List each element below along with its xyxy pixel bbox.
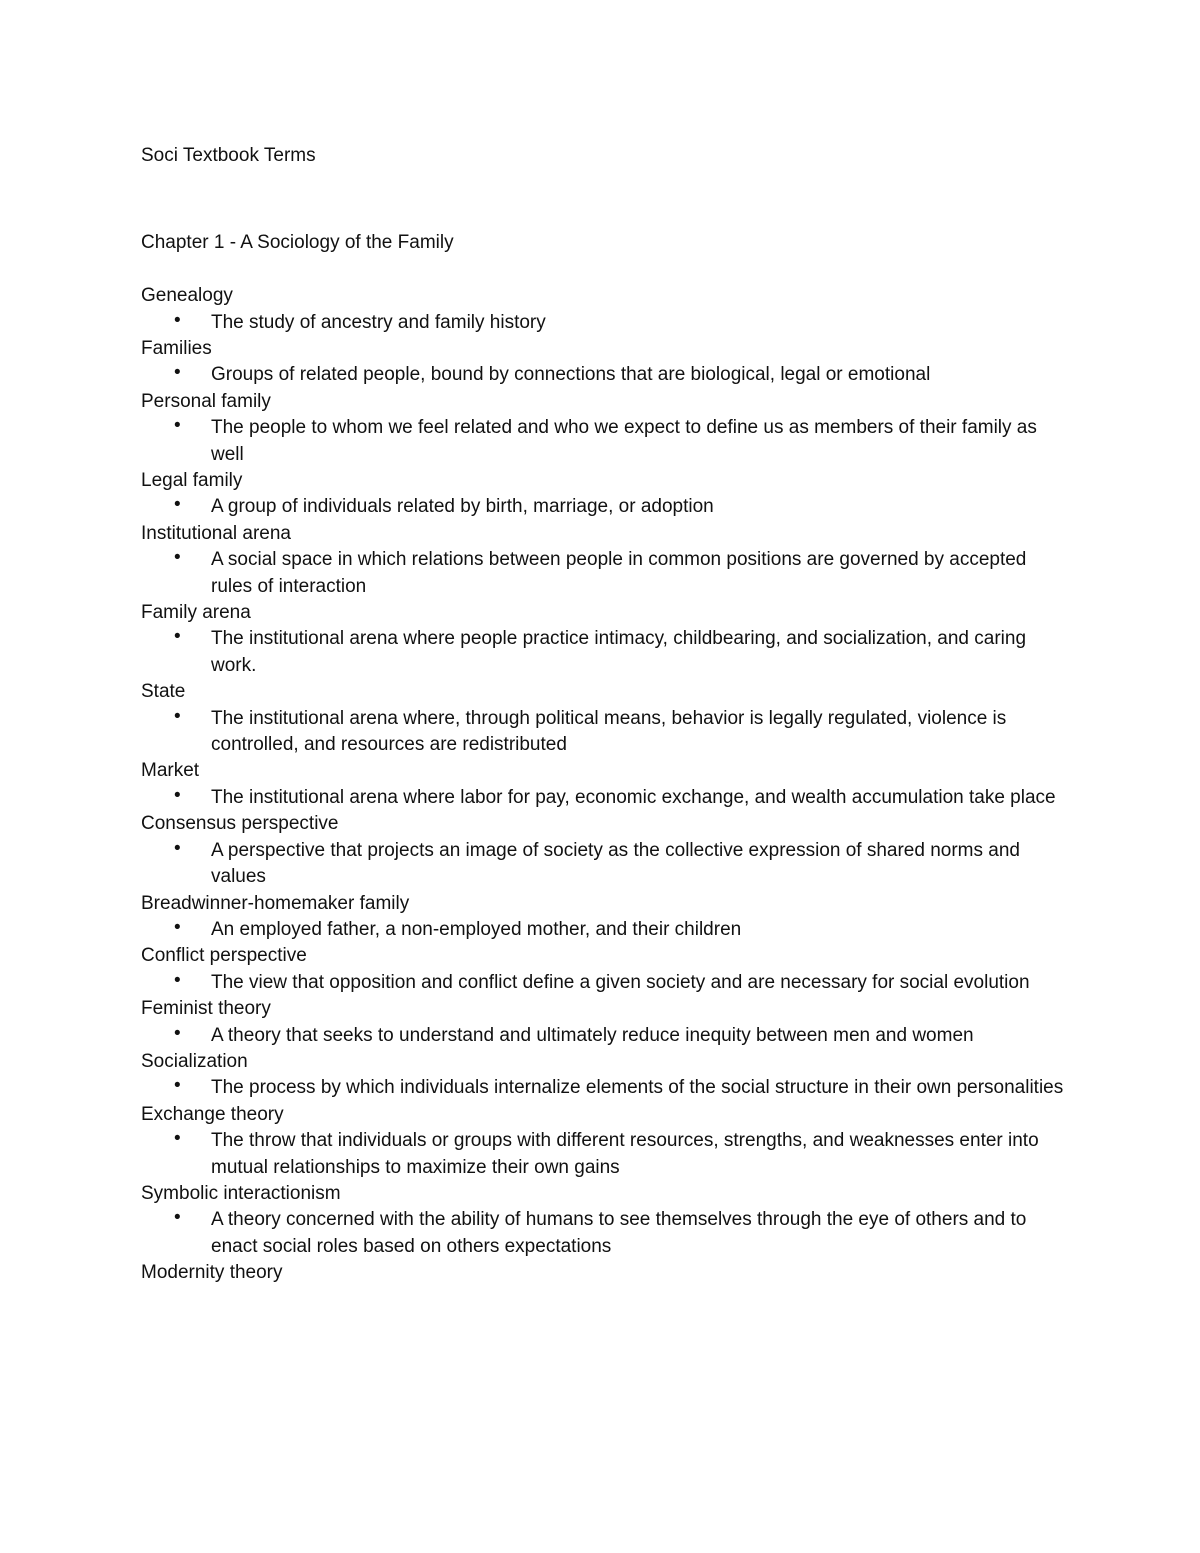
definition-item (141, 1207, 1071, 1260)
term-name: Families (141, 337, 212, 359)
bullet-icon: • (174, 415, 181, 437)
term-name: Family arena (141, 602, 251, 624)
glossary-entry (141, 389, 1071, 468)
glossary-entry (141, 600, 1071, 679)
bullet-icon: • (174, 309, 181, 331)
definition-text: A theory concerned with the ability of humans to see themselves through the eye of others and to enact social roles based on others expectations (211, 1209, 1027, 1257)
term-name: Institutional arena (141, 522, 291, 544)
chapter-title: Chapter 1 - A Sociology of the Family (141, 232, 454, 254)
term-name: Legal family (141, 470, 243, 492)
bullet-icon: • (174, 1075, 181, 1097)
bullet-icon: • (174, 837, 181, 859)
term-name: Socialization (141, 1050, 248, 1072)
definition-list (141, 1023, 1071, 1049)
term-name: Modernity theory (141, 1262, 283, 1284)
bullet-icon: • (174, 626, 181, 648)
definition-list (141, 362, 1071, 388)
definition-text: The throw that individuals or groups with different resources, strengths, and weaknesses enter into mutual relationships to maximize their own gains (211, 1130, 1039, 1178)
bullet-icon: • (174, 1022, 181, 1044)
bullet-icon: • (174, 547, 181, 569)
definition-item (141, 415, 1071, 468)
definition-item (141, 706, 1071, 759)
glossary-entry (141, 1260, 1071, 1286)
definition-text: A group of individuals related by birth, marriage, or adoption (211, 496, 714, 518)
glossary-entry (141, 521, 1071, 600)
definition-list (141, 970, 1071, 996)
term-name: Consensus perspective (141, 813, 339, 835)
glossary-entry (141, 468, 1071, 521)
definition-item (141, 970, 1071, 996)
definition-text: The institutional arena where labor for pay, economic exchange, and wealth accumulation take place (211, 786, 1056, 808)
definition-text: Groups of related people, bound by connections that are biological, legal or emotional (211, 364, 931, 386)
definition-text: The view that opposition and conflict define a given society and are necessary for social evolution (211, 971, 1030, 993)
definition-list (141, 415, 1071, 468)
glossary-entry (141, 1102, 1071, 1181)
glossary-entry (141, 996, 1071, 1049)
definition-list (141, 1075, 1071, 1101)
glossary-entry (141, 1049, 1071, 1102)
term-name: Market (141, 760, 200, 782)
definition-list (141, 838, 1071, 891)
definition-text: A perspective that projects an image of society as the collective expression of shared norms and values (211, 839, 1020, 888)
definition-list (141, 1207, 1071, 1260)
definition-item (141, 1023, 1071, 1049)
definition-list (141, 626, 1071, 679)
bullet-icon: • (174, 969, 181, 991)
definition-list (141, 917, 1071, 943)
term-name: Personal family (141, 390, 271, 412)
definition-list (141, 785, 1071, 811)
definition-item (141, 1128, 1071, 1181)
bullet-icon: • (174, 784, 181, 806)
glossary-entry (141, 283, 1071, 336)
term-name: Breadwinner-homemaker family (141, 892, 410, 914)
term-name: Conflict perspective (141, 945, 307, 967)
term-name: State (141, 681, 186, 703)
definition-text: The process by which individuals internalize elements of the social structure in their own personalities (211, 1077, 1064, 1099)
definition-text: The institutional arena where people practice intimacy, childbearing, and socialization, and caring work. (211, 628, 1027, 676)
glossary-entry (141, 679, 1071, 758)
glossary-entry (141, 758, 1071, 811)
glossary-entry (141, 891, 1071, 944)
definition-item (141, 838, 1071, 891)
definition-list (141, 310, 1071, 336)
glossary-entry (141, 943, 1071, 996)
definition-item (141, 494, 1071, 520)
definition-item (141, 626, 1071, 679)
definition-text: The people to whom we feel related and who we expect to define us as members of their family as well (211, 417, 1037, 465)
definition-text: A theory that seeks to understand and ultimately reduce inequity between men and women (211, 1024, 974, 1046)
definition-item (141, 917, 1071, 943)
definition-text: The institutional arena where, through political means, behavior is legally regulated, violence is controlled, and resources are redistributed (211, 707, 1007, 756)
definition-item (141, 362, 1071, 388)
document-body (141, 143, 1071, 1287)
definition-text: The study of ancestry and family history (211, 311, 546, 333)
bullet-icon: • (174, 1128, 181, 1150)
term-name: Feminist theory (141, 998, 271, 1020)
glossary-entry (141, 1181, 1071, 1260)
definition-item (141, 785, 1071, 811)
term-name: Genealogy (141, 285, 233, 307)
bullet-icon: • (174, 916, 181, 938)
definition-list (141, 706, 1071, 759)
definition-text: An employed father, a non-employed mother, and their children (211, 918, 742, 940)
bullet-icon: • (174, 494, 181, 516)
document-title: Soci Textbook Terms (141, 145, 316, 166)
term-name: Symbolic interactionism (141, 1182, 341, 1204)
glossary-entry (141, 811, 1071, 890)
definition-list (141, 547, 1071, 600)
definition-text: A social space in which relations between people in common positions are governed by accepted rules of interaction (211, 549, 1027, 597)
term-list (141, 283, 1071, 1286)
definition-list (141, 494, 1071, 520)
glossary-entry (141, 336, 1071, 389)
term-name: Exchange theory (141, 1103, 284, 1125)
bullet-icon: • (174, 705, 181, 727)
definition-item (141, 1075, 1071, 1101)
definition-item (141, 310, 1071, 336)
definition-list (141, 1128, 1071, 1181)
bullet-icon: • (174, 362, 181, 384)
definition-item (141, 547, 1071, 600)
bullet-icon: • (174, 1207, 181, 1229)
